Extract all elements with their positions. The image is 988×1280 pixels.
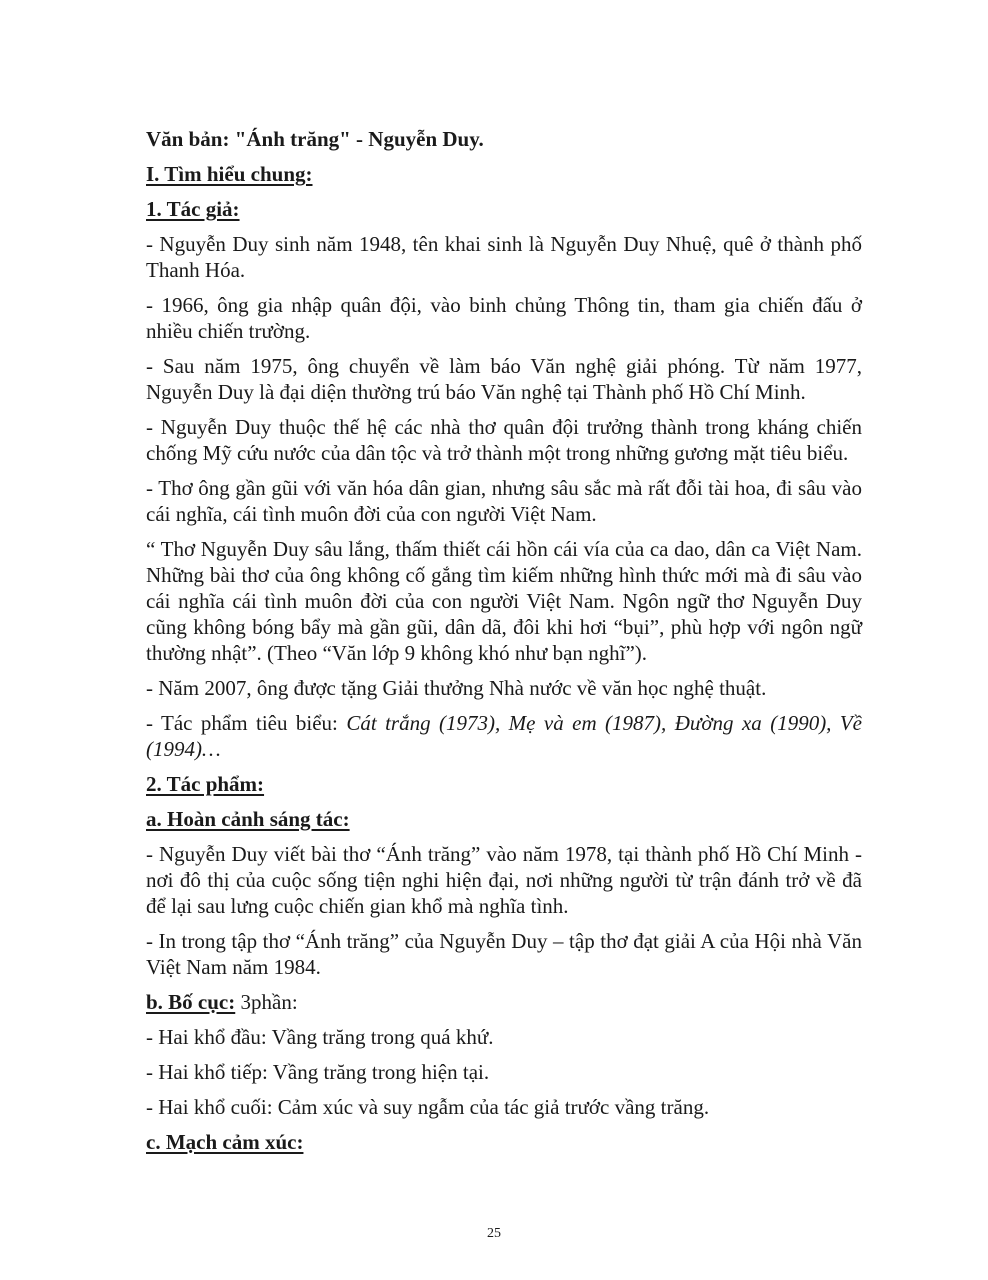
page-number: 25 bbox=[487, 1226, 501, 1241]
author-paragraph: - Thơ ông gần gũi với văn hóa dân gian, nhưng sâu sắc mà rất đỗi tài hoa, đi sâu vào cái nghĩa, cái tình muôn đời của con người Việt Nam. bbox=[146, 476, 862, 526]
heading-composition-context bbox=[146, 806, 862, 832]
subsection-heading-text: 1. Tác giả: bbox=[146, 197, 240, 221]
quote-paragraph: “ Thơ Nguyễn Duy sâu lắng, thấm thiết cái hồn cái vía của ca dao, dân ca Việt Nam. Những bài thơ của ông không cố gắng tìm kiếm những hình thức mới mà đi sâu vào cái nghĩa cái tình muôn đời của con người Việt Nam. Ngôn ngữ thơ Nguyễn Duy cũng không bóng bẩy mà gần gũi, dân dã, đôi khi hơi “bụi”, phù hợp với ngôn ngữ thường nhật”. (Theo “Văn lớp 9 không khó như bạn nghĩ”). bbox=[146, 537, 862, 665]
notable-works-prefix: - Tác phẩm tiêu biểu: bbox=[146, 711, 347, 735]
subsection-heading-text: 2. Tác phẩm: bbox=[146, 772, 265, 796]
heading-layout bbox=[146, 989, 862, 1015]
layout-item: - Hai khổ đầu: Vầng trăng trong quá khứ. bbox=[146, 1025, 494, 1049]
heading-emotional-flow bbox=[146, 1129, 862, 1155]
author-paragraph: - Năm 2007, ông được tặng Giải thưởng Nhà nước về văn học nghệ thuật. bbox=[146, 676, 767, 700]
subsection-heading-work bbox=[146, 771, 862, 797]
layout-count: 3phần: bbox=[235, 990, 298, 1014]
heading-text: c. Mạch cảm xúc: bbox=[146, 1130, 304, 1154]
author-paragraph: - Sau năm 1975, ông chuyển về làm báo Văn nghệ giải phóng. Từ năm 1977, Nguyễn Duy là đại diện thường trú báo Văn nghệ tại Thành phố Hồ Chí Minh. bbox=[146, 354, 862, 404]
document-title: Văn bản: "Ánh trăng" - Nguyễn Duy. bbox=[146, 127, 484, 151]
context-paragraph: - In trong tập thơ “Ánh trăng” của Nguyễn Duy – tập thơ đạt giải A của Hội nhà Văn Việt Nam năm 1984. bbox=[146, 929, 862, 979]
context-paragraph: - Nguyễn Duy viết bài thơ “Ánh trăng” vào năm 1978, tại thành phố Hồ Chí Minh - nơi đô thị của cuộc sống tiện nghi hiện đại, nơi những người từ trận đánh trở về đã để lại sau lưng cuộc chiến gian khổ mà nghĩa tình. bbox=[146, 842, 862, 918]
author-paragraph: - Nguyễn Duy sinh năm 1948, tên khai sinh là Nguyễn Duy Nhuệ, quê ở thành phố Thanh Hóa. bbox=[146, 232, 862, 282]
notable-works-paragraph bbox=[146, 710, 862, 762]
layout-item: - Hai khổ cuối: Cảm xúc và suy ngẫm của tác giả trước vầng trăng. bbox=[146, 1095, 710, 1119]
heading-text: b. Bố cục: bbox=[146, 990, 236, 1014]
section-heading-general bbox=[146, 161, 862, 187]
document-page bbox=[146, 126, 862, 1164]
layout-item: - Hai khổ tiếp: Vầng trăng trong hiện tại. bbox=[146, 1060, 490, 1084]
section-heading-text: I. Tìm hiểu chung: bbox=[146, 162, 313, 186]
notable-works-list: Cát trắng (1973), Mẹ và em (1987), Đường xa (1990), Về (1994)… bbox=[146, 711, 863, 761]
heading-text: a. Hoàn cảnh sáng tác: bbox=[146, 807, 350, 831]
subsection-heading-author bbox=[146, 196, 862, 222]
author-paragraph: - Nguyễn Duy thuộc thế hệ các nhà thơ quân đội trưởng thành trong kháng chiến chống Mỹ cứu nước của dân tộc và trở thành một trong những gương mặt tiêu biểu. bbox=[146, 415, 862, 465]
author-paragraph: - 1966, ông gia nhập quân đội, vào binh chủng Thông tin, tham gia chiến đấu ở nhiều chiến trường. bbox=[146, 293, 862, 343]
